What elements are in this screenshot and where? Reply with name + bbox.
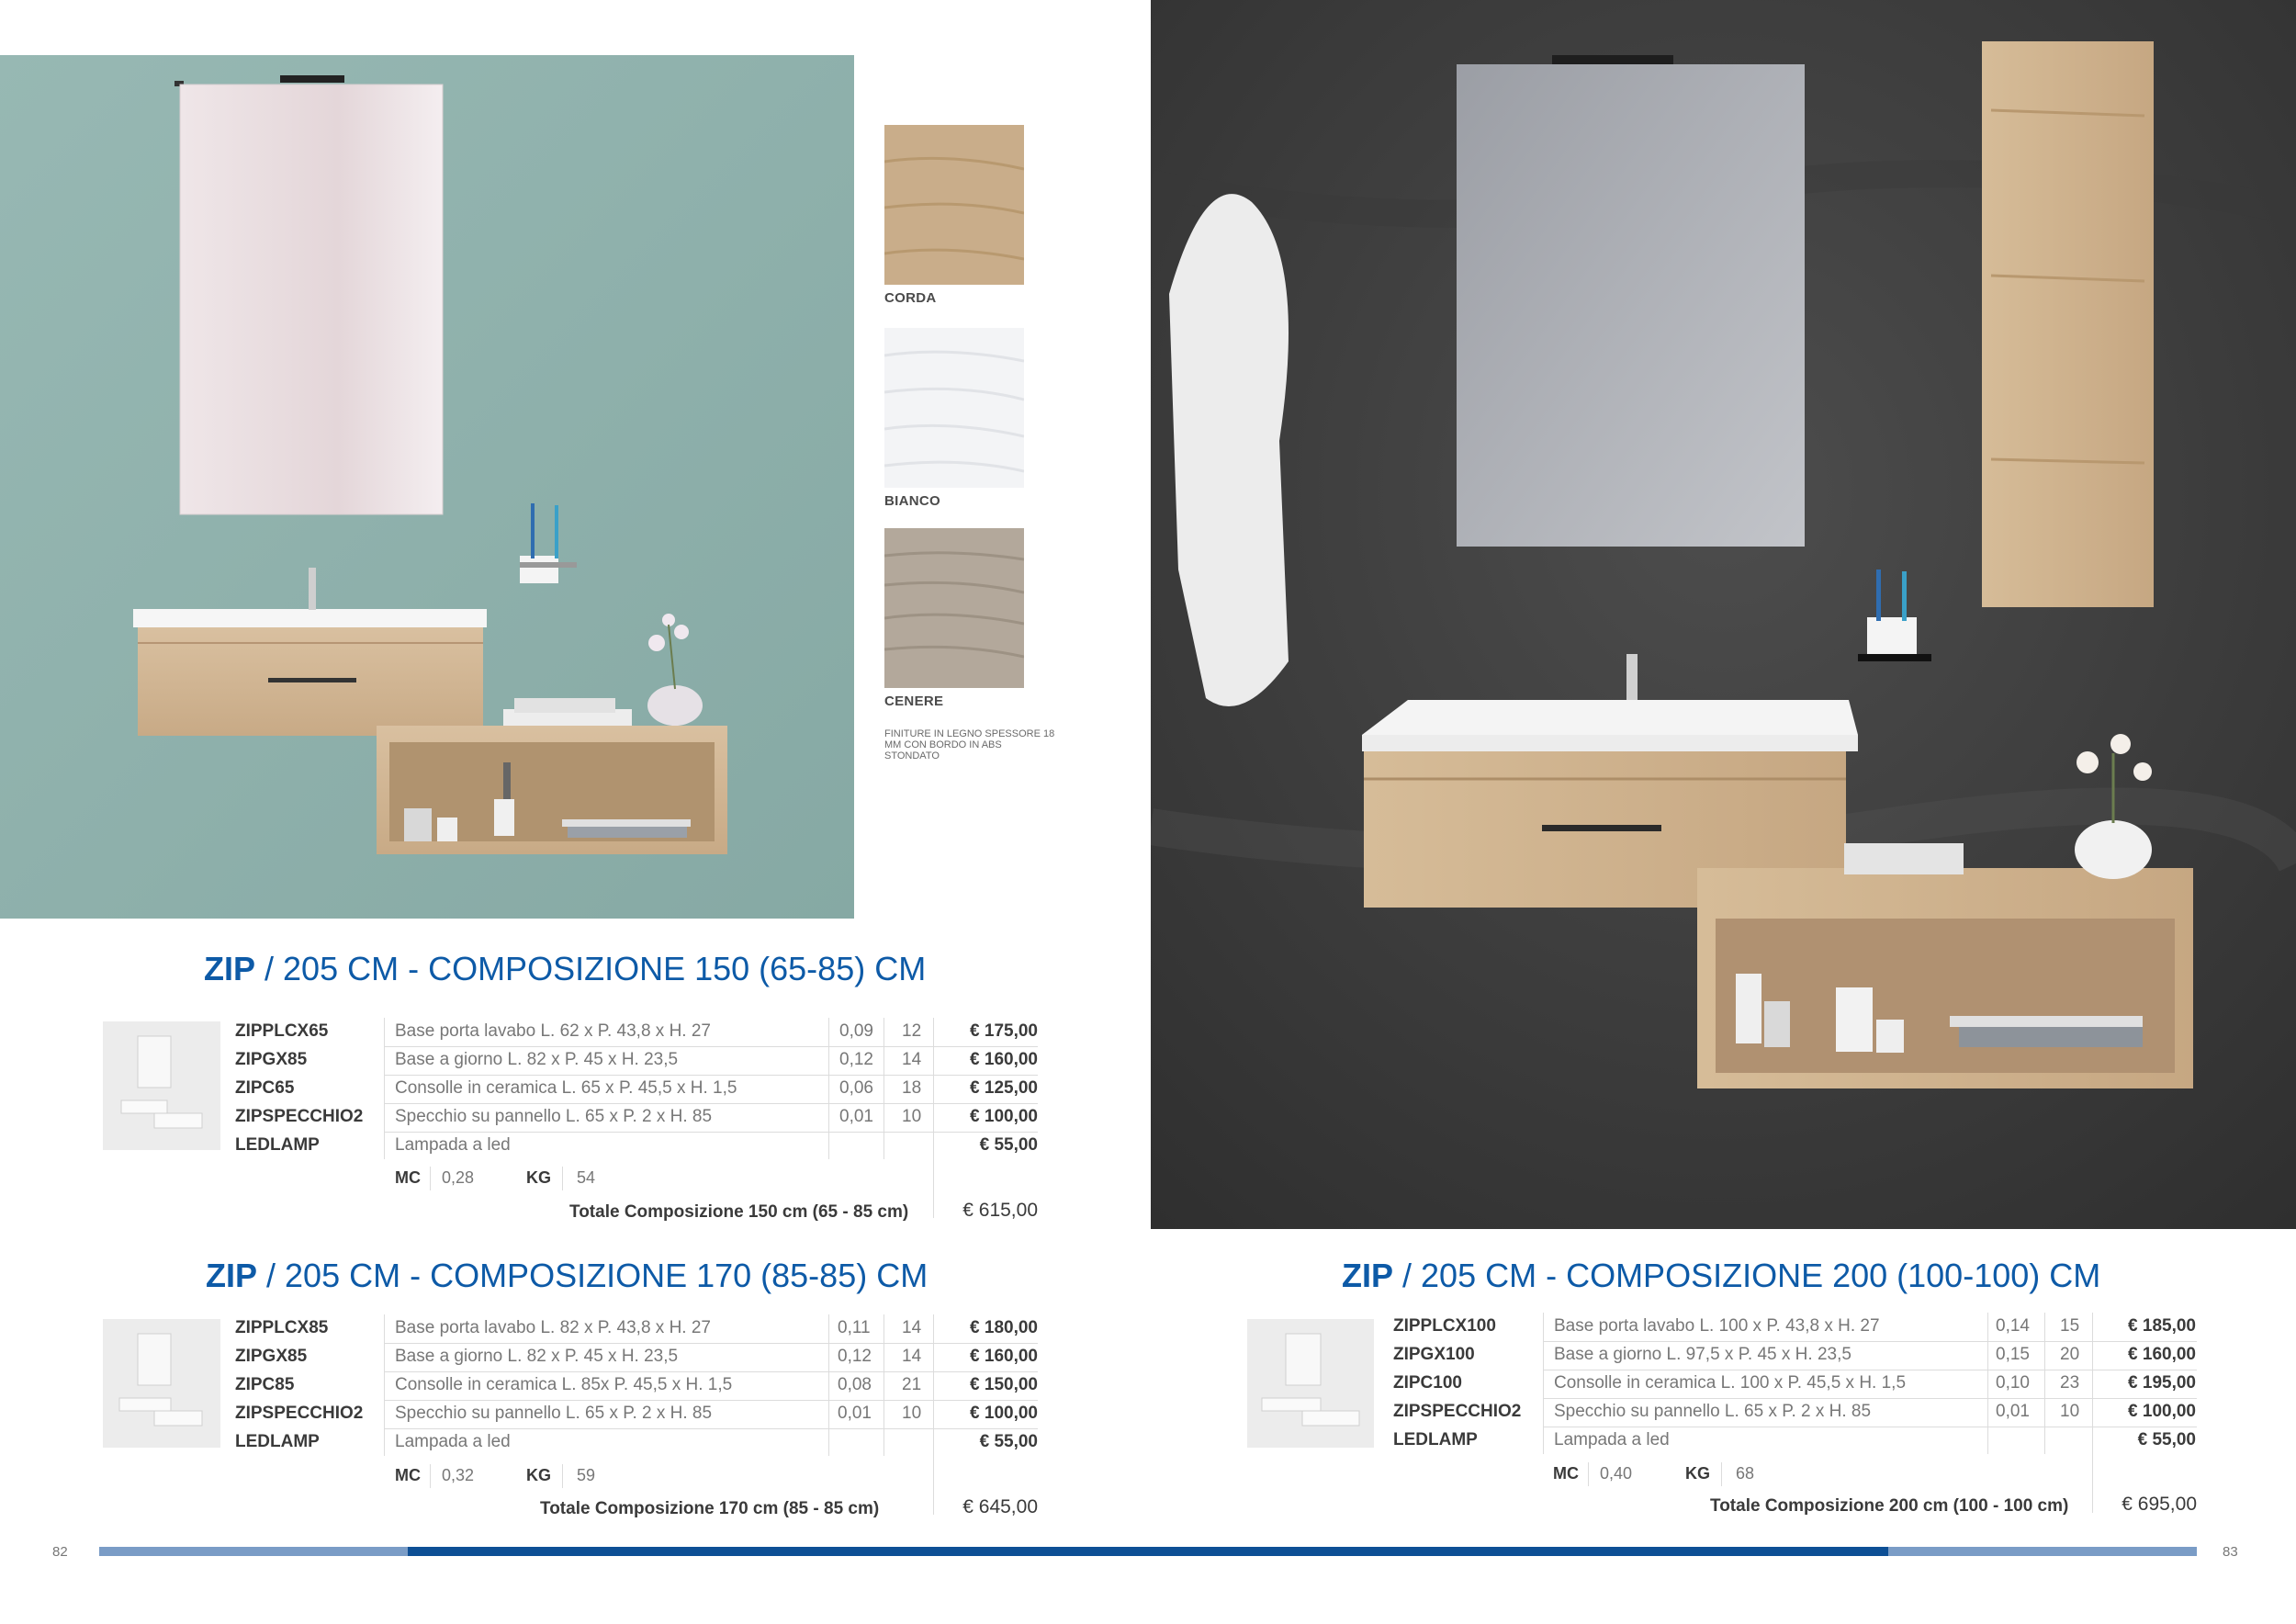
product-description: Consolle in ceramica L. 85x P. 45,5 x H. 1,5	[395, 1375, 733, 1394]
product-code: LEDLAMP	[1393, 1430, 1478, 1449]
product-kg: 18	[902, 1078, 922, 1098]
product-kg: 10	[2060, 1402, 2080, 1421]
product-kg: 14	[902, 1050, 922, 1069]
product-description: Lampada a led	[1554, 1430, 1670, 1449]
product-code: ZIPGX85	[235, 1347, 308, 1366]
swatch-corda	[884, 125, 1024, 285]
mc-total: 0,32	[442, 1466, 475, 1484]
product-description: Specchio su pannello L. 65 x P. 2 x H. 85	[1554, 1402, 1872, 1421]
product-mc: 0,01	[838, 1404, 872, 1423]
kg-total: 68	[1736, 1464, 1755, 1483]
product-kg: 23	[2060, 1373, 2080, 1393]
composition-thumbnail-200	[1247, 1319, 1374, 1448]
product-mc: 0,08	[838, 1375, 872, 1394]
product-code: LEDLAMP	[235, 1432, 320, 1451]
product-price: € 160,00	[2128, 1345, 2196, 1364]
product-price: € 55,00	[2137, 1430, 2196, 1449]
table-row	[1393, 1341, 2196, 1370]
product-mc: 0,09	[839, 1021, 873, 1041]
table-row	[235, 1400, 1038, 1428]
composition-title-200	[1342, 1257, 2100, 1295]
composition-total-price: € 615,00	[962, 1200, 1038, 1221]
table-row	[1393, 1427, 2196, 1455]
product-description: Base a giorno L. 82 x P. 45 x H. 23,5	[395, 1347, 679, 1366]
product-description: Base porta lavabo L. 62 x P. 43,8 x H. 27	[395, 1021, 711, 1041]
product-kg: 14	[902, 1318, 922, 1337]
table-row	[1393, 1398, 2196, 1427]
product-price: € 125,00	[970, 1078, 1038, 1098]
page-number-right: 83	[2223, 1544, 2238, 1560]
kg-label: KG	[526, 1168, 551, 1187]
product-code: ZIPPLCX85	[235, 1318, 329, 1337]
product-price: € 160,00	[970, 1050, 1038, 1069]
footer-bar-dark	[408, 1547, 1888, 1556]
composition-title-170	[206, 1257, 928, 1295]
mc-label: MC	[395, 1168, 421, 1187]
mc-label: MC	[1553, 1464, 1579, 1483]
swatch-label-bianco: BIANCO	[884, 493, 940, 509]
product-description: Specchio su pannello L. 65 x P. 2 x H. 85	[395, 1404, 713, 1423]
product-description: Consolle in ceramica L. 100 x P. 45,5 x H. 1,5	[1554, 1373, 1907, 1393]
product-price: € 180,00	[970, 1318, 1038, 1337]
product-mc: 0,06	[839, 1078, 873, 1098]
footer-bar-light-right	[1888, 1547, 2197, 1556]
product-description: Base porta lavabo L. 82 x P. 43,8 x H. 27	[395, 1318, 711, 1337]
product-code: ZIPGX100	[1393, 1345, 1475, 1364]
table-row	[235, 1075, 1038, 1103]
product-code: ZIPSPECCHIO2	[235, 1107, 364, 1126]
mc-total: 0,40	[1600, 1464, 1633, 1483]
mc-total: 0,28	[442, 1168, 475, 1187]
product-kg: 14	[902, 1347, 922, 1366]
product-description: Lampada a led	[395, 1135, 511, 1155]
product-mc: 0,12	[839, 1050, 873, 1069]
product-mc: 0,14	[1996, 1316, 2030, 1336]
product-code: ZIPSPECCHIO2	[1393, 1402, 1522, 1421]
product-code: ZIPC65	[235, 1078, 295, 1098]
table-row	[235, 1343, 1038, 1371]
product-code: ZIPC100	[1393, 1373, 1462, 1393]
kg-label: KG	[526, 1466, 551, 1484]
product-code: ZIPPLCX100	[1393, 1316, 1496, 1336]
product-kg: 15	[2060, 1316, 2080, 1336]
table-row	[235, 1103, 1038, 1132]
composition-total-price: € 695,00	[2122, 1494, 2197, 1515]
table-row	[235, 1428, 1038, 1457]
kg-total: 54	[577, 1168, 596, 1187]
product-mc: 0,10	[1996, 1373, 2030, 1393]
product-kg: 20	[2060, 1345, 2080, 1364]
product-kg: 10	[902, 1404, 922, 1423]
product-mc: 0,12	[838, 1347, 872, 1366]
swatch-cenere	[884, 528, 1024, 688]
table-row	[1393, 1313, 2196, 1341]
table-row	[235, 1371, 1038, 1400]
product-description: Base a giorno L. 97,5 x P. 45 x H. 23,5	[1554, 1345, 1851, 1364]
swatch-bianco	[884, 328, 1024, 488]
product-description: Consolle in ceramica L. 65 x P. 45,5 x H. 1,5	[395, 1078, 737, 1098]
kg-total: 59	[577, 1466, 596, 1484]
product-price: € 160,00	[970, 1347, 1038, 1366]
table-row	[235, 1018, 1038, 1046]
composition-title-text: / 205 CM - COMPOSIZIONE 150 (65-85) CM	[255, 950, 927, 987]
page-number-left: 82	[52, 1544, 68, 1560]
footer-bar-light-left	[99, 1547, 408, 1556]
composition-total-price: € 645,00	[962, 1496, 1038, 1517]
product-price: € 100,00	[970, 1404, 1038, 1423]
product-description: Base a giorno L. 82 x P. 45 x H. 23,5	[395, 1050, 679, 1069]
table-row	[235, 1314, 1038, 1343]
product-code: LEDLAMP	[235, 1135, 320, 1155]
composition-total-label: Totale Composizione 170 cm (85 - 85 cm)	[540, 1499, 880, 1518]
bathroom-photo-teal	[0, 55, 854, 919]
product-code: ZIPGX85	[235, 1050, 308, 1069]
product-code: ZIPC85	[235, 1375, 295, 1394]
composition-total-label: Totale Composizione 150 cm (65 - 85 cm)	[569, 1202, 909, 1222]
composition-title-text: / 205 CM - COMPOSIZIONE 170 (85-85) CM	[257, 1257, 929, 1294]
swatch-label-cenere: CENERE	[884, 694, 944, 709]
product-kg: 21	[902, 1375, 922, 1394]
product-price: € 175,00	[970, 1021, 1038, 1041]
product-price: € 55,00	[979, 1432, 1038, 1451]
product-price: € 100,00	[2128, 1402, 2196, 1421]
product-kg: 12	[902, 1021, 922, 1041]
brand-name: ZIP	[204, 950, 256, 987]
brand-name: ZIP	[206, 1257, 258, 1294]
product-code: ZIPSPECCHIO2	[235, 1404, 364, 1423]
swatch-label-corda: CORDA	[884, 290, 937, 306]
product-description: Base porta lavabo L. 100 x P. 43,8 x H. 27	[1554, 1316, 1880, 1336]
table-row	[235, 1132, 1038, 1160]
product-mc: 0,01	[839, 1107, 873, 1126]
product-price: € 185,00	[2128, 1316, 2196, 1336]
product-price: € 55,00	[979, 1135, 1038, 1155]
product-price: € 150,00	[970, 1375, 1038, 1394]
product-description: Specchio su pannello L. 65 x P. 2 x H. 85	[395, 1107, 713, 1126]
composition-total-label: Totale Composizione 200 cm (100 - 100 cm)	[1710, 1496, 2069, 1516]
product-price: € 100,00	[970, 1107, 1038, 1126]
mc-label: MC	[395, 1466, 421, 1484]
product-description: Lampada a led	[395, 1432, 511, 1451]
product-mc: 0,11	[838, 1318, 871, 1337]
finish-note: FINITURE IN LEGNO SPESSORE 18 MM CON BORDO IN ABS STONDATO	[884, 728, 1055, 761]
composition-thumbnail-170	[103, 1319, 220, 1448]
product-kg: 10	[902, 1107, 922, 1126]
product-code: ZIPPLCX65	[235, 1021, 329, 1041]
kg-label: KG	[1685, 1464, 1710, 1483]
composition-thumbnail-150	[103, 1021, 220, 1150]
brand-name: ZIP	[1342, 1257, 1394, 1294]
composition-title-text: / 205 CM - COMPOSIZIONE 200 (100-100) CM	[1393, 1257, 2101, 1294]
table-row	[1393, 1370, 2196, 1398]
bathroom-photo-concrete	[1151, 0, 2296, 1229]
table-row	[235, 1046, 1038, 1075]
composition-title-150	[204, 950, 926, 988]
product-price: € 195,00	[2128, 1373, 2196, 1393]
product-mc: 0,15	[1996, 1345, 2030, 1364]
product-mc: 0,01	[1996, 1402, 2030, 1421]
